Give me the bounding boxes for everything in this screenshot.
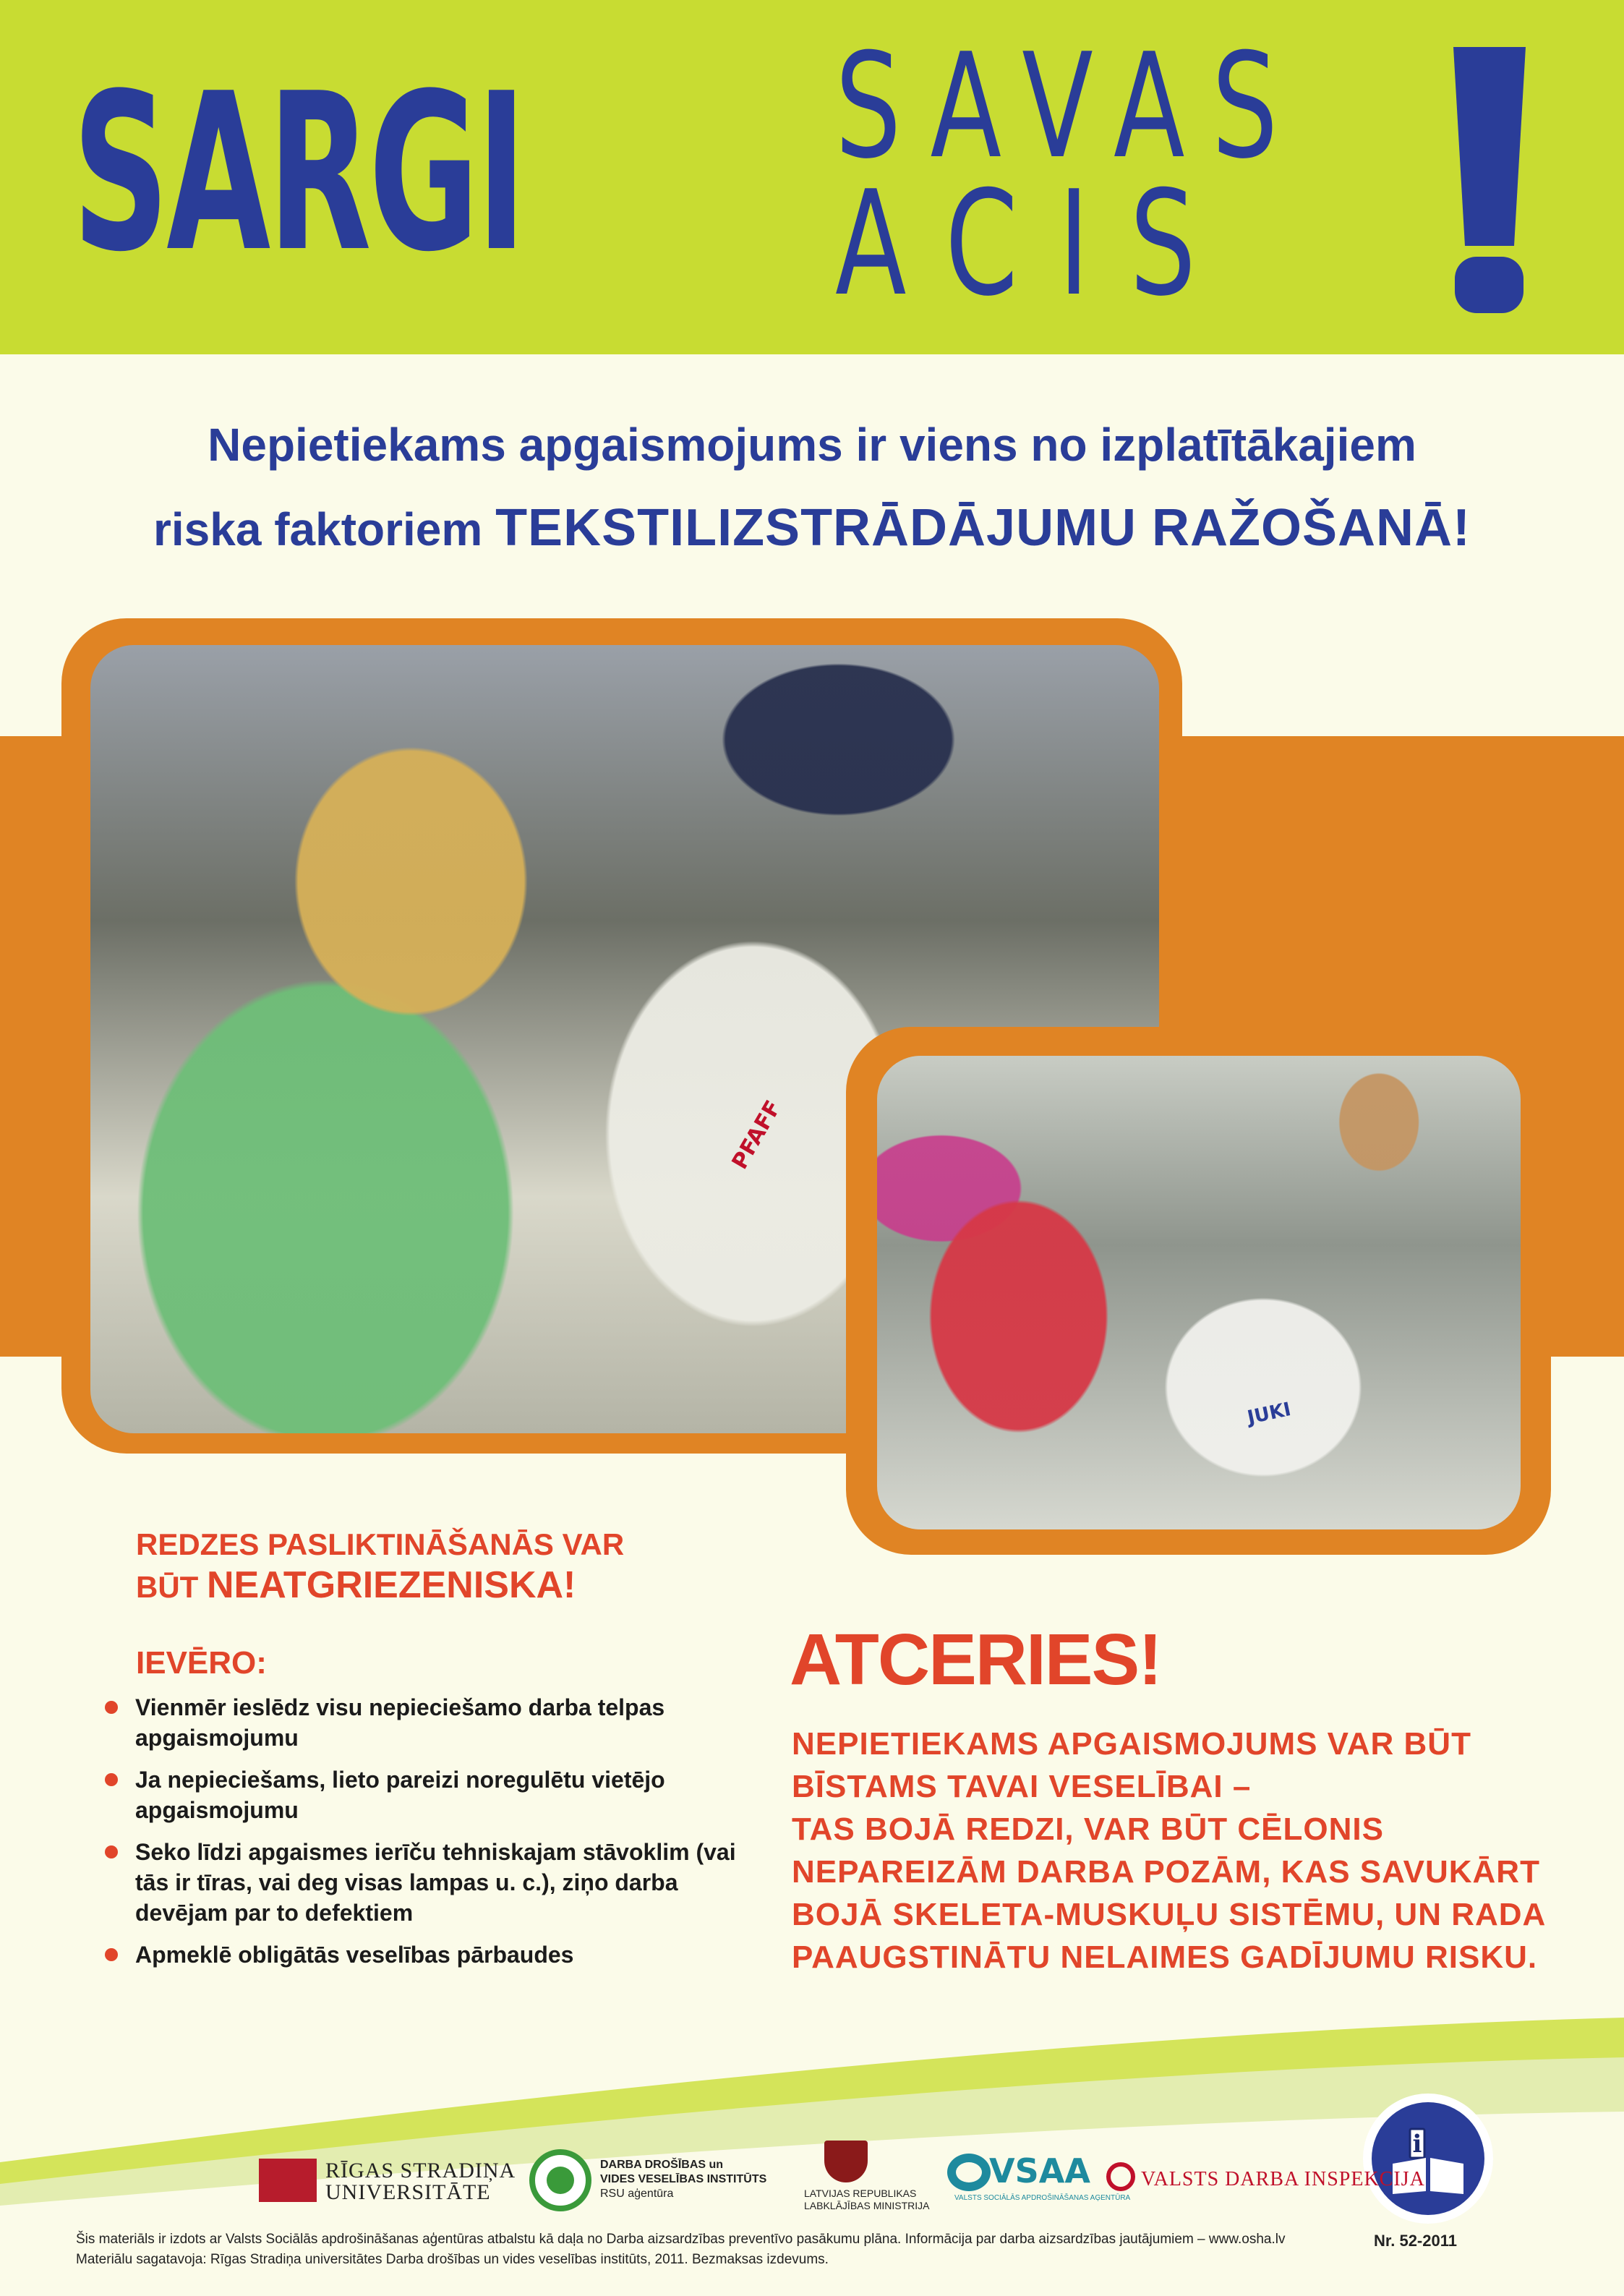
rsu-logo-line1: RĪGAS STRADIŅA (325, 2159, 516, 2182)
rsu-logo-icon (259, 2159, 317, 2202)
title-savas: SAVAS (835, 22, 1305, 191)
vsaa-logo-text: VSAA (989, 2151, 1090, 2190)
list-item: Seko līdzi apgaismes ierīču tehniskajam stāvoklim (vai tās ir tīras, vai deg visas lampas u. c.), ziņo darba devējam par to defektiem (98, 1837, 748, 1928)
rsu-logo-line2: UNIVERSITĀTE (325, 2180, 491, 2204)
remember-title: ATCERIES! (790, 1619, 1161, 1700)
remember-text: NEPIETIEKAMS APGAISMOJUMS VAR BŪT BĪSTAMS TAVAI VESELĪBAI – TAS BOJĀ REDZI, VAR BŪT CĒLONIS NEPAREIZĀM DARBA POZĀM, KAS SAVUKĀRT BOJĀ SKELETA-MUSKUĻU SISTĒMU, UN RADA PAAUGSTINĀTU NELAIMES GADĪJUMU RISKU. (792, 1726, 1547, 1975)
drosiba-logo-line3: RSU aģentūra (600, 2188, 674, 2200)
subtitle-emphasis: TEKSTILIZSTRĀDĀJUMU RAŽOŠANĀ! (495, 499, 1471, 557)
photo-sewing-workshop (877, 1056, 1521, 1529)
ministry-logo-line1: LATVIJAS REPUBLIKAS (804, 2188, 917, 2199)
warning-emphasis: NEATGRIEZENISKA! (207, 1564, 576, 1606)
observe-list (98, 1692, 748, 1981)
issue-number: Nr. 52-2011 (1374, 2232, 1457, 2250)
footer-line1: Šis materiāls ir izdots ar Valsts Sociālās apdrošināšanas aģentūras atbalstu kā daļa no Darba aizsardzības preventīvo pasākumu plāna. Informācija par darba aizsardzības jautājumiem – www.osha.lv (76, 2232, 1286, 2247)
bullet-icon (105, 1773, 118, 1786)
observe-title: IEVĒRO: (136, 1645, 267, 1681)
warning-line2 (136, 1565, 787, 1608)
photo-machine-label: PFAFF (727, 1096, 787, 1174)
warning-line1: REDZES PASLIKTINĀŠANĀS VAR (136, 1527, 625, 1561)
list-item: Apmeklē obligātās veselības pārbaudes (98, 1939, 748, 1970)
warning-heading (136, 1524, 787, 1608)
drosiba-logo-core (547, 2167, 574, 2194)
warning-lead: BŪT (136, 1570, 199, 1604)
vdi-logo-icon (1106, 2162, 1135, 2191)
subtitle-lead: riska faktoriem (153, 503, 483, 555)
vsaa-logo-icon (947, 2154, 991, 2191)
exclamation-bar (1453, 47, 1526, 246)
drosiba-logo-line2: VIDES VESELĪBAS INSTITŪTS (600, 2173, 767, 2185)
drosiba-logo-line1: DARBA DROŠĪBAS un (600, 2159, 724, 2171)
bullet-icon (105, 1701, 118, 1714)
photo-machine-label-2: JUKI (1245, 1399, 1294, 1429)
vdi-logo-text: VALSTS DARBA INSPEKCIJA (1141, 2168, 1425, 2190)
list-item: Ja nepieciešams, lieto pareizi noregulētu vietējo apgaismojumu (98, 1764, 748, 1825)
exclamation-dot (1455, 257, 1523, 313)
coat-of-arms-icon (824, 2141, 868, 2182)
vsaa-logo-subtitle: VALSTS SOCIĀLĀS APDROŠINĀŠANAS AĢENTŪRA (954, 2194, 1131, 2202)
subtitle-line1: Nepietiekams apgaismojums ir viens no izplatītākajiem (208, 419, 1416, 471)
title-acis: ACIS (835, 160, 1237, 328)
title-sargi: SARGI (72, 47, 524, 299)
bullet-icon (105, 1845, 118, 1858)
svg-text:i: i (1412, 2130, 1422, 2159)
ministry-logo-line2: LABKLĀJĪBAS MINISTRIJA (804, 2200, 930, 2211)
list-item: Vienmēr ieslēdz visu nepieciešamo darba telpas apgaismojumu (98, 1692, 748, 1753)
footer-line2: Materiālu sagatavoja: Rīgas Stradiņa universitātes Darba drošības un vides veselības institūts, 2011. Bezmaksas izdevums. (76, 2252, 829, 2267)
bullet-icon (105, 1948, 118, 1961)
subtitle-line2 (0, 499, 1624, 558)
